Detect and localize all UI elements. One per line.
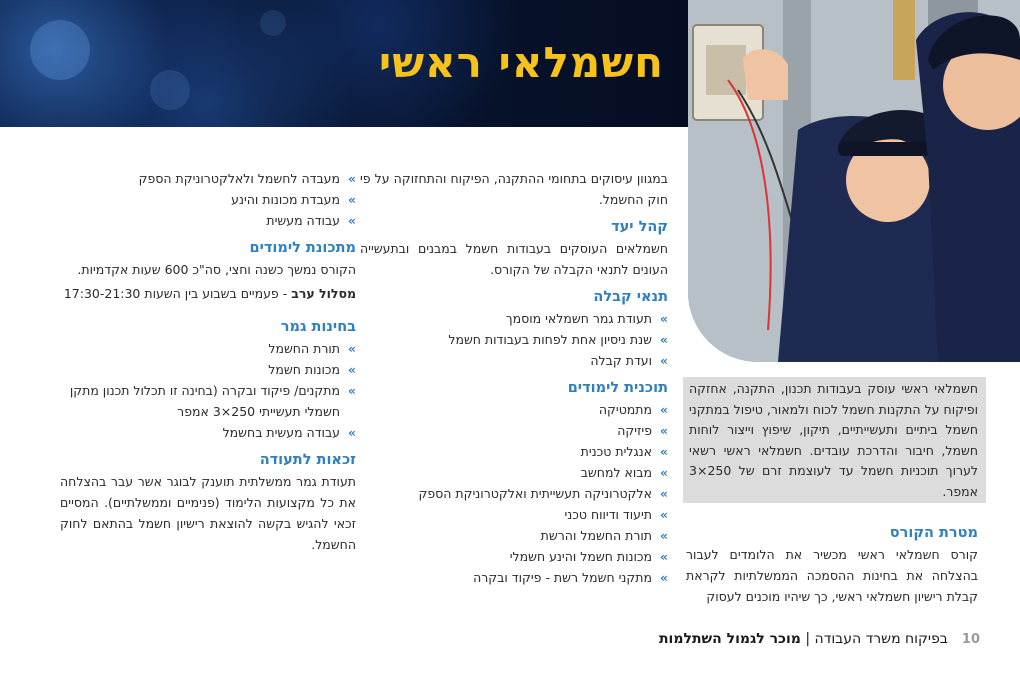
intro-text: במגוון עיסוקים בתחומי ההתקנה, הפיקוח והתחזוקה על פי חוק החשמל. bbox=[360, 171, 668, 207]
list-item: » עבודה מעשית bbox=[60, 210, 356, 231]
list-item: » שנת ניסיון אחת לפחות בעבודות חשמל bbox=[360, 329, 668, 350]
list-item: » אנגלית טכנית bbox=[360, 441, 668, 462]
page-footer bbox=[588, 628, 980, 650]
list-item: » מבוא למחשב bbox=[360, 462, 668, 483]
graduate-rights-heading: זכאות לתעודה bbox=[259, 452, 356, 468]
target-audience-heading: קהל יעד bbox=[611, 219, 668, 235]
course-goal-text: קורס חשמלאי ראשי מכשיר את הלומדים לעבור בהצלחה את בחינות ההסמכה הממשלתיות לקראת קבלת רישיון חשמלאי ראשי, כך שיהיו מוכנים לעסוק bbox=[686, 547, 978, 604]
admission-heading: תנאי קבלה bbox=[593, 289, 668, 305]
footer-text-bold: מוכר לגמול השתלמות bbox=[658, 631, 801, 647]
footer-text bbox=[659, 631, 948, 647]
final-exams-heading: בחינות גמר bbox=[280, 319, 356, 335]
curriculum-heading: תוכנית לימודים bbox=[567, 380, 668, 396]
electricians-photo bbox=[688, 0, 1020, 362]
study-format-text: הקורס נמשך כשנה וחצי, סה"כ 600 שעות אקדמיות. bbox=[77, 262, 356, 277]
middle-column bbox=[360, 168, 668, 588]
footer-text-regular: בפיקוח משרד העבודה | bbox=[805, 631, 948, 647]
evening-track bbox=[60, 283, 356, 304]
list-item: » מעבדת מכונות והינע bbox=[60, 189, 356, 210]
list-item: » פיזיקה bbox=[360, 420, 668, 441]
left-column bbox=[60, 168, 356, 555]
course-goal-heading: מטרת הקורס bbox=[889, 525, 978, 541]
evening-track-text: - פעמיים בשבוע בין השעות 17:30-21:30 bbox=[63, 286, 288, 301]
right-column bbox=[686, 516, 978, 607]
study-format-heading: מתכונת לימודים bbox=[249, 240, 356, 256]
final-exams-list bbox=[60, 338, 356, 443]
page-number: 10 bbox=[961, 631, 980, 647]
header-banner bbox=[0, 0, 688, 127]
list-item: » תיעוד ודיווח טכני bbox=[360, 504, 668, 525]
target-audience-text: חשמלאים העוסקים בעבודות חשמל במבנים ובתעשייה העונים לתנאי הקבלה של הקורס. bbox=[360, 241, 668, 277]
list-item: » ועדת קבלה bbox=[360, 350, 668, 371]
list-item: » אלקטרוניקה תעשייתית ואלקטרוניקת הספק bbox=[360, 483, 668, 504]
evening-track-label: מסלול ערב bbox=[291, 286, 356, 301]
summary-box: חשמלאי ראשי עוסק בעבודות תכנון, התקנה, אחזקה ופיקוח על התקנות חשמל לכוח ולמאור, טיפול במתקני חשמל ביתיים ותעשייתיים, תיקון, שיפוץ וייצור לוחות חשמל, חיבור והדרכת עובדים. חשמלאי ראשי רשאי לערוך תוכניות חשמל עד לעוצמת זרם של 250×3 אמפר. bbox=[683, 377, 986, 503]
list-item: » מתקני חשמל רשת - פיקוד ובקרה bbox=[360, 567, 668, 588]
list-item: » מעבדה לחשמל ולאלקטרוניקת הספק bbox=[60, 168, 356, 189]
list-item: » מתקנים/ פיקוד ובקרה (בחינה זו תכלול תכנון מתקן חשמלי תעשייתי 250×3 אמפר bbox=[60, 380, 356, 422]
curriculum-list bbox=[360, 399, 668, 588]
page-title: חשמלאי ראשי bbox=[378, 38, 664, 87]
list-item: » תורת החשמל bbox=[60, 338, 356, 359]
list-item: » מכונות חשמל והינע חשמלי bbox=[360, 546, 668, 567]
labs-list bbox=[60, 168, 356, 231]
list-item: » עבודה מעשית בחשמל bbox=[60, 422, 356, 443]
list-item: » תורת החשמל והרשת bbox=[360, 525, 668, 546]
list-item: » מכונות חשמל bbox=[60, 359, 356, 380]
list-item: » מתמטיקה bbox=[360, 399, 668, 420]
list-item: » תעודת גמר חשמלאי מוסמך bbox=[360, 308, 668, 329]
admission-list bbox=[360, 308, 668, 371]
graduate-rights-text: תעודת גמר ממשלתית תוענק לבוגר אשר עבר בהצלחה את כל מקצועות הלימוד (פנימיים וממשלתיים). המסיים זכאי להגיש בקשה להוצאת רישיון חשמל בהתאם לחוק החשמל. bbox=[60, 474, 356, 552]
